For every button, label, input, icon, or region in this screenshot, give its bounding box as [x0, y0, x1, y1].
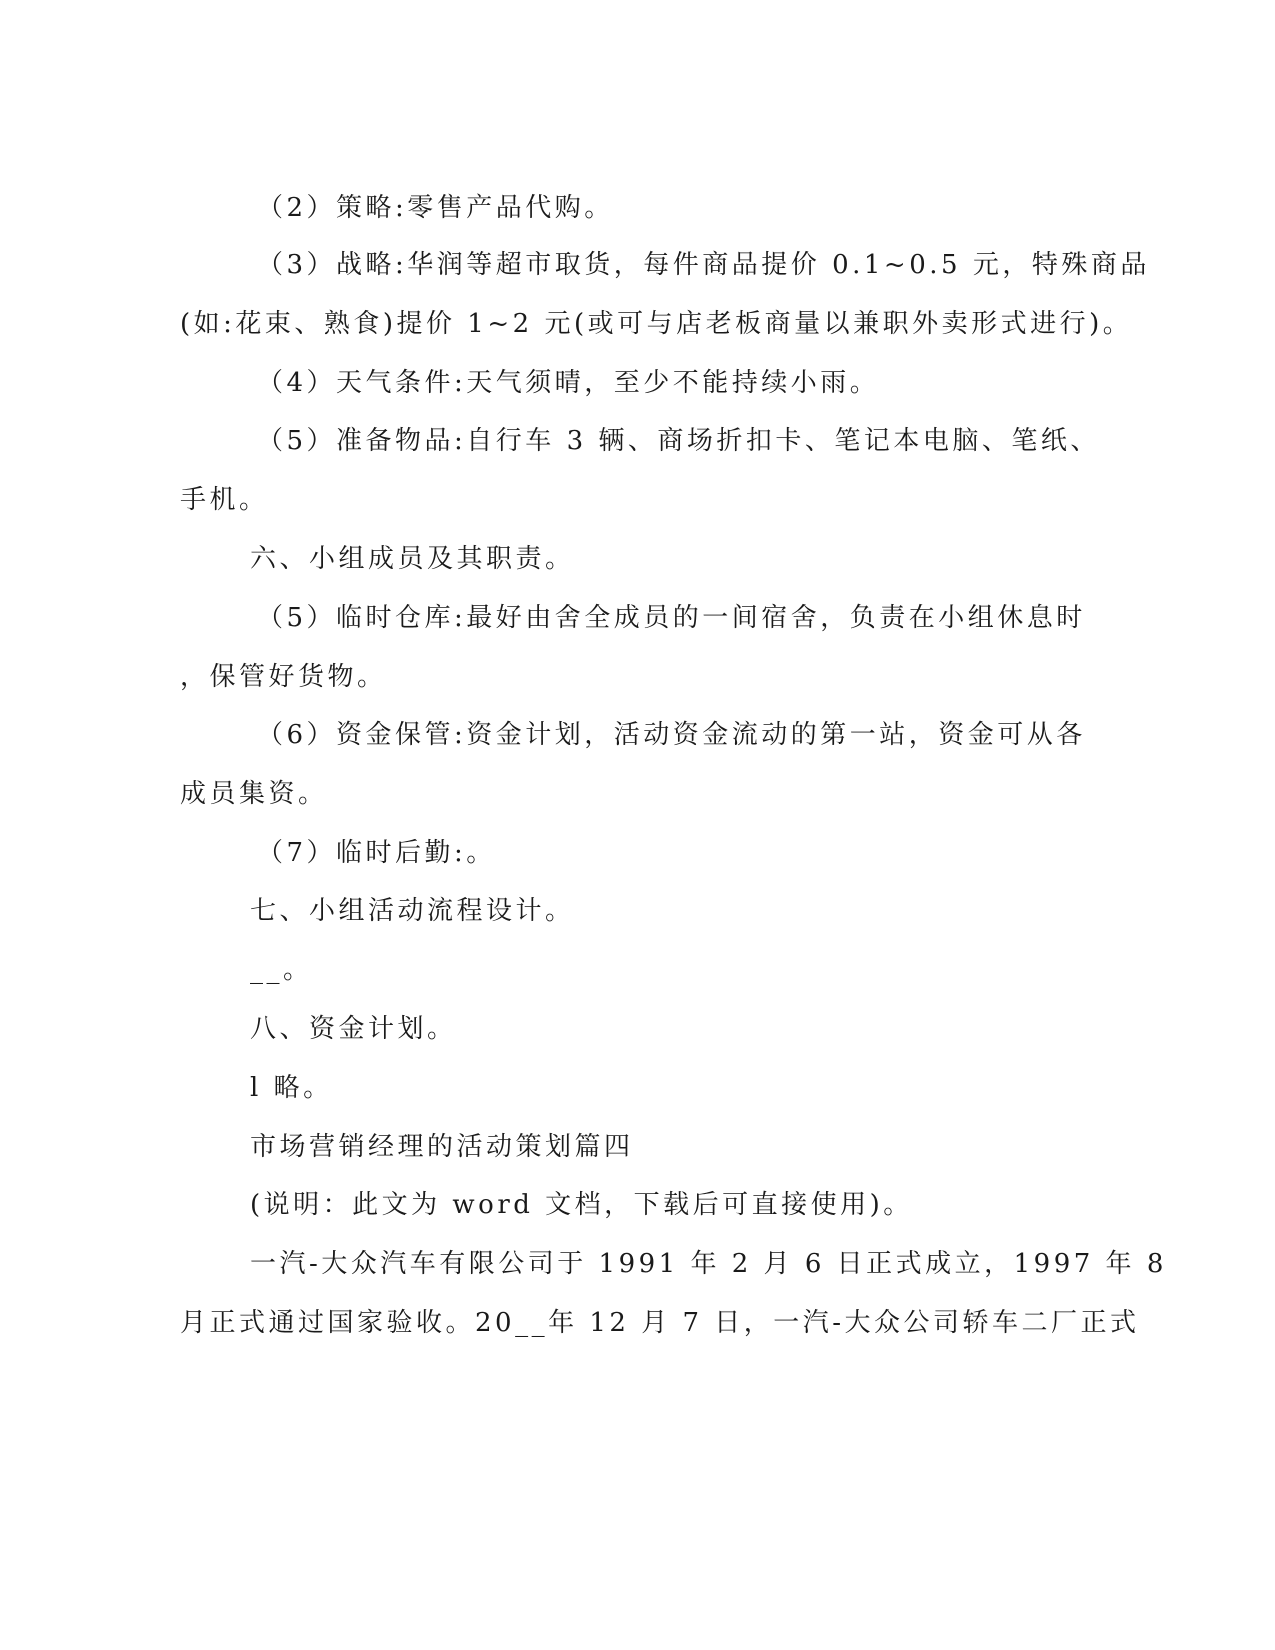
article-title: 市场营销经理的活动策划篇四	[250, 1132, 634, 1162]
section-heading: 六、小组成员及其职责。	[250, 544, 575, 574]
text-line: l 略。	[250, 1073, 333, 1103]
text-line: （5）准备物品:自行车 3 辆、商场折扣卡、笔记本电脑、笔纸、	[257, 426, 1100, 456]
text-line: ，保管好货物。	[180, 662, 387, 692]
text-line: 成员集资。	[180, 779, 328, 809]
text-line: （5）临时仓库:最好由舍全成员的一间宿舍，负责在小组休息时	[257, 603, 1086, 633]
text-line: （2）策略:零售产品代购。	[257, 193, 614, 223]
section-heading: 八、资金计划。	[250, 1014, 457, 1044]
text-line: 月正式通过国家验收。20__年 12 月 7 日，一汽-大众公司轿车二厂正式	[180, 1308, 1140, 1338]
text-line: （7）临时后勤:。	[257, 838, 496, 868]
text-line: （4）天气条件:天气须晴，至少不能持续小雨。	[257, 368, 880, 398]
text-line: （6）资金保管:资金计划，活动资金流动的第一站，资金可从各	[257, 720, 1086, 750]
text-line: (如:花束、熟食)提价 1~2 元(或可与店老板商量以兼职外卖形式进行)。	[180, 309, 1133, 339]
text-line: (说明：此文为 word 文档，下载后可直接使用)。	[250, 1190, 913, 1220]
text-line: （3）战略:华润等超市取货，每件商品提价 0.1~0.5 元，特殊商品	[257, 250, 1150, 280]
section-heading: 七、小组活动流程设计。	[250, 896, 575, 926]
text-line: __。	[250, 955, 313, 985]
text-line: 手机。	[180, 485, 269, 515]
text-line: 一汽-大众汽车有限公司于 1991 年 2 月 6 日正式成立，1997 年 8	[250, 1249, 1167, 1279]
